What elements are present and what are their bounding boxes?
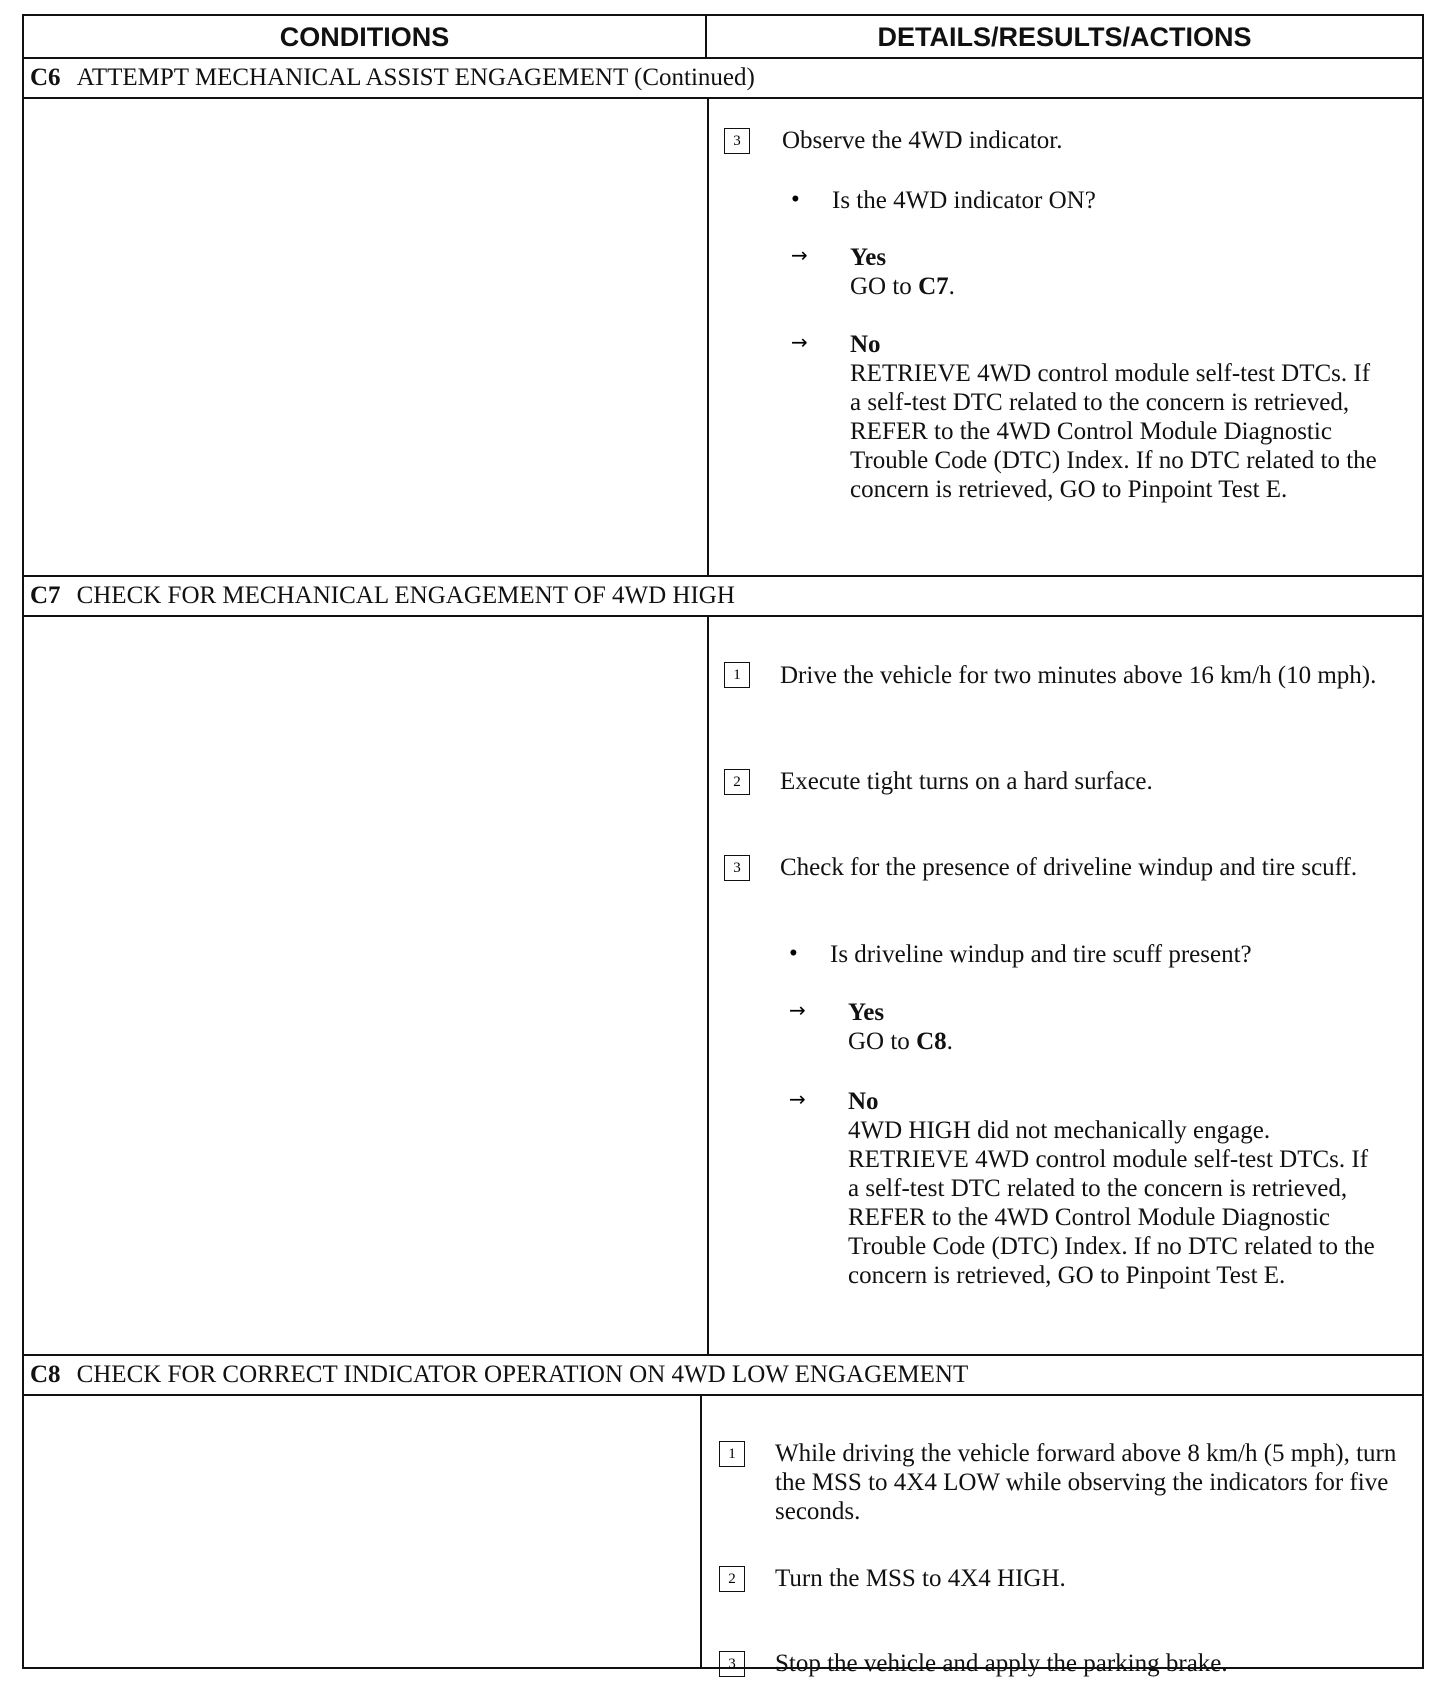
c7-no-text: 4WD HIGH did not mechanically engage. RETRIEVE 4WD control module self-test DTCs. If a self-test DTC related to the concern is retrieved, REFER to the 4WD Control Module Diagnostic Trouble Code (DTC) Index. If no DTC related to the concern is retrieved, GO to Pinpoint Test E.	[848, 1117, 1375, 1289]
c7-no-block	[848, 1087, 1378, 1290]
c8-step-title: CHECK FOR CORRECT INDICATOR OPERATION ON 4WD LOW ENGAGEMENT	[76, 1361, 969, 1388]
c6-no-block	[850, 330, 1380, 504]
c6-no-arrow-icon: →	[791, 330, 808, 354]
c6-no-text: RETRIEVE 4WD control module self-test DTCs. If a self-test DTC related to the concern is retrieved, REFER to the 4WD Control Module Diagnostic Trouble Code (DTC) Index. If no DTC related to the concern is retrieved, GO to Pinpoint Test E.	[850, 360, 1377, 503]
c7-yes-arrow-icon: →	[789, 998, 806, 1022]
c6-step3-text: Observe the 4WD indicator.	[782, 127, 1063, 154]
c7-step-title: CHECK FOR MECHANICAL ENGAGEMENT OF 4WD HIGH	[76, 582, 735, 609]
c6-bullet: •	[791, 186, 800, 213]
c7-column-divider	[707, 617, 709, 1354]
diagnostic-table	[22, 14, 1424, 1677]
c7-step3-number: 3	[724, 855, 750, 881]
c7-yes-go: GO to	[848, 1028, 917, 1055]
c7-yes-block	[848, 998, 1388, 1056]
c6-body	[24, 99, 1422, 577]
c7-question: Is driveline windup and tire scuff present?	[830, 941, 1252, 968]
c7-step3-text: Check for the presence of driveline windup and tire scuff.	[780, 854, 1358, 881]
details-header: DETAILS/RESULTS/ACTIONS	[877, 22, 1252, 52]
conditions-header: CONDITIONS	[24, 16, 707, 59]
c7-yes-target: C8	[916, 1028, 947, 1055]
c7-no-label: No	[848, 1088, 879, 1115]
c6-step-title: ATTEMPT MECHANICAL ASSIST ENGAGEMENT (Continued)	[76, 64, 755, 91]
c6-step-id: C6	[30, 64, 61, 91]
c6-step3-number: 3	[724, 128, 750, 154]
c6-yes-period: .	[948, 273, 955, 300]
c7-bullet: •	[789, 940, 798, 967]
c7-step1-number: 1	[724, 662, 750, 688]
c7-step1-text: Drive the vehicle for two minutes above 16 km/h (10 mph).	[780, 662, 1377, 689]
c6-column-divider	[707, 99, 709, 575]
c7-body	[24, 617, 1422, 1356]
c8-body	[24, 1396, 1422, 1677]
c6-title-row	[24, 59, 1422, 99]
table-header	[24, 16, 1422, 59]
c8-step2-text: Turn the MSS to 4X4 HIGH.	[775, 1565, 1066, 1592]
c6-yes-target: C7	[918, 273, 949, 300]
c6-yes-go: GO to	[850, 273, 919, 300]
c8-step1-text: While driving the vehicle forward above 8 km/h (5 mph), turn the MSS to 4X4 LOW while observing the indicators for five seconds.	[775, 1440, 1397, 1525]
c8-step1-number: 1	[719, 1441, 745, 1467]
c7-yes-label: Yes	[848, 999, 885, 1026]
c7-step-id: C7	[30, 582, 61, 609]
c8-step2-number: 2	[719, 1566, 745, 1592]
c8-title-row	[24, 1356, 1422, 1396]
c6-yes-block	[850, 243, 1390, 301]
c7-title-row	[24, 577, 1422, 617]
c7-yes-period: .	[946, 1028, 953, 1055]
c6-no-label: No	[850, 331, 881, 358]
c7-step2-text: Execute tight turns on a hard surface.	[780, 768, 1153, 795]
c8-step-id: C8	[30, 1361, 61, 1388]
c6-question: Is the 4WD indicator ON?	[832, 187, 1096, 214]
c8-step3-number: 3	[719, 1651, 745, 1677]
c8-column-divider	[700, 1396, 702, 1667]
c6-yes-label: Yes	[850, 244, 887, 271]
c7-no-arrow-icon: →	[789, 1087, 806, 1111]
c6-yes-arrow-icon: →	[791, 243, 808, 267]
c8-step3-text: Stop the vehicle and apply the parking brake.	[775, 1650, 1228, 1677]
c7-step2-number: 2	[724, 769, 750, 795]
